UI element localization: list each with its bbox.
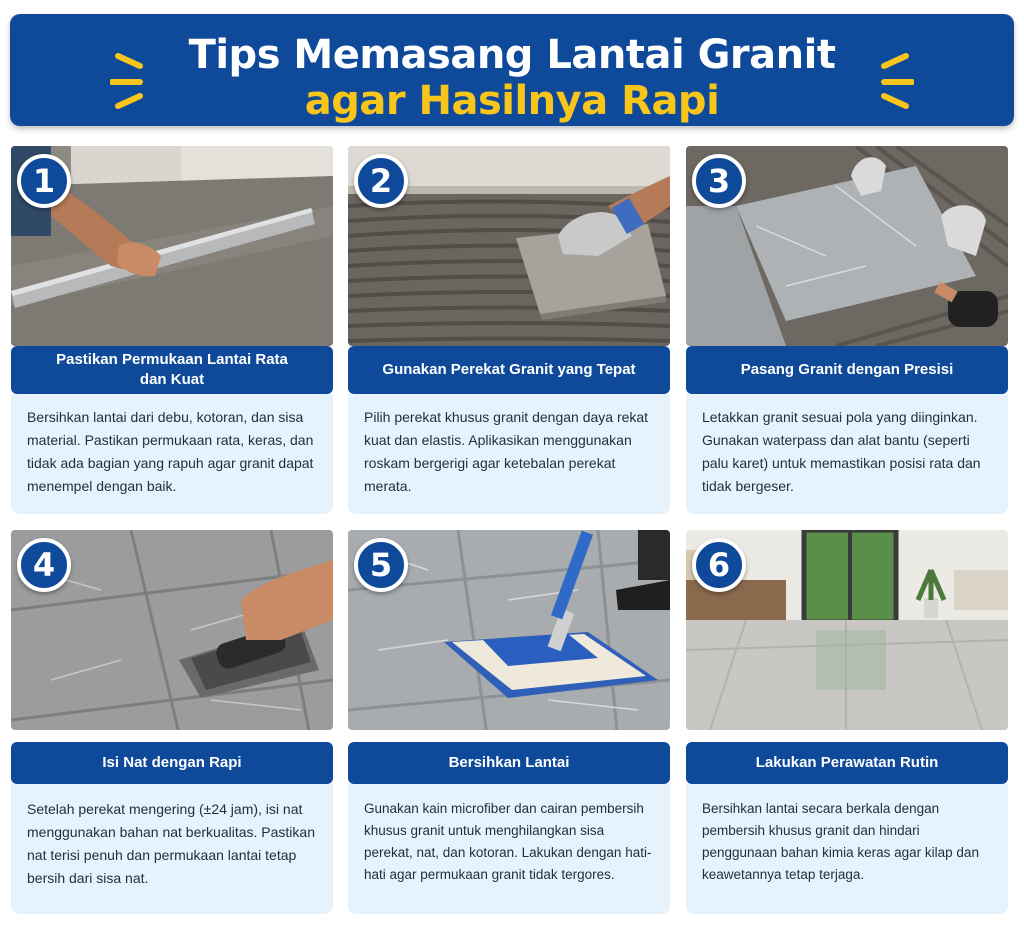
step-description: Bersihkan lantai secara berkala dengan pembersih khusus granit dan hindari penggunaan bahan kimia keras agar kilap dan keawetannya tetap terjaga. [686,784,1008,914]
step-card-5 [348,530,670,902]
step-description: Pilih perekat khusus granit dengan daya rekat kuat dan elastis. Aplikasikan menggunakan roskam bergerigi agar ketebalan perekat merata. [348,394,670,514]
leveling-concrete-floor-icon [11,146,333,346]
placing-granite-tile-icon [686,146,1008,346]
microfiber-mop-icon [348,530,670,730]
step-card-1 [11,146,333,518]
step-number-badge: 6 [692,538,746,592]
step-title: Isi Nat dengan Rapi [11,742,333,784]
step-description: Letakkan granit sesuai pola yang diinginkan. Gunakan waterpass dan alat bantu (seperti palu karet) untuk memastikan posisi rata dan tidak bergeser. [686,394,1008,514]
step-number-badge: 3 [692,154,746,208]
step-card-4 [11,530,333,902]
step-title: Pasang Granit dengan Presisi [686,346,1008,394]
finished-room-floor-icon [686,530,1008,730]
step-title: Gunakan Perekat Granit yang Tepat [348,346,670,394]
step-card-6 [686,530,1008,902]
step-title: Pastikan Permukaan Lantai Rata dan Kuat [11,346,333,394]
step-description: Gunakan kain microfiber dan cairan pembersih khusus granit untuk menghilangkan sisa perekat, nat, dan kotoran. Lakukan dengan hati-hati agar permukaan granit tidak tergores. [348,784,670,914]
step-number-badge: 1 [17,154,71,208]
notched-trowel-adhesive-icon [348,146,670,346]
step-title: Lakukan Perawatan Rutin [686,742,1008,784]
step-number-badge: 5 [354,538,408,592]
step-card-2 [348,146,670,518]
step-title: Bersihkan Lantai [348,742,670,784]
header-banner [10,14,1014,126]
step-description: Bersihkan lantai dari debu, kotoran, dan sisa material. Pastikan permukaan rata, keras, dan tidak ada bagian yang rapuh agar granit dapat menempel dengan baik. [11,394,333,514]
grout-float-icon [11,530,333,730]
page-subtitle: agar Hasilnya Rapi [304,78,720,124]
step-description: Setelah perekat mengering (±24 jam), isi nat menggunakan bahan nat berkualitas. Pastikan nat terisi penuh dan permukaan lantai tetap bersih dari sisa nat. [11,784,333,914]
page-title: Tips Memasang Lantai Granit [188,32,836,78]
step-card-3 [686,146,1008,518]
step-number-badge: 2 [354,154,408,208]
spark-right-icon [864,50,914,110]
step-number-badge: 4 [17,538,71,592]
